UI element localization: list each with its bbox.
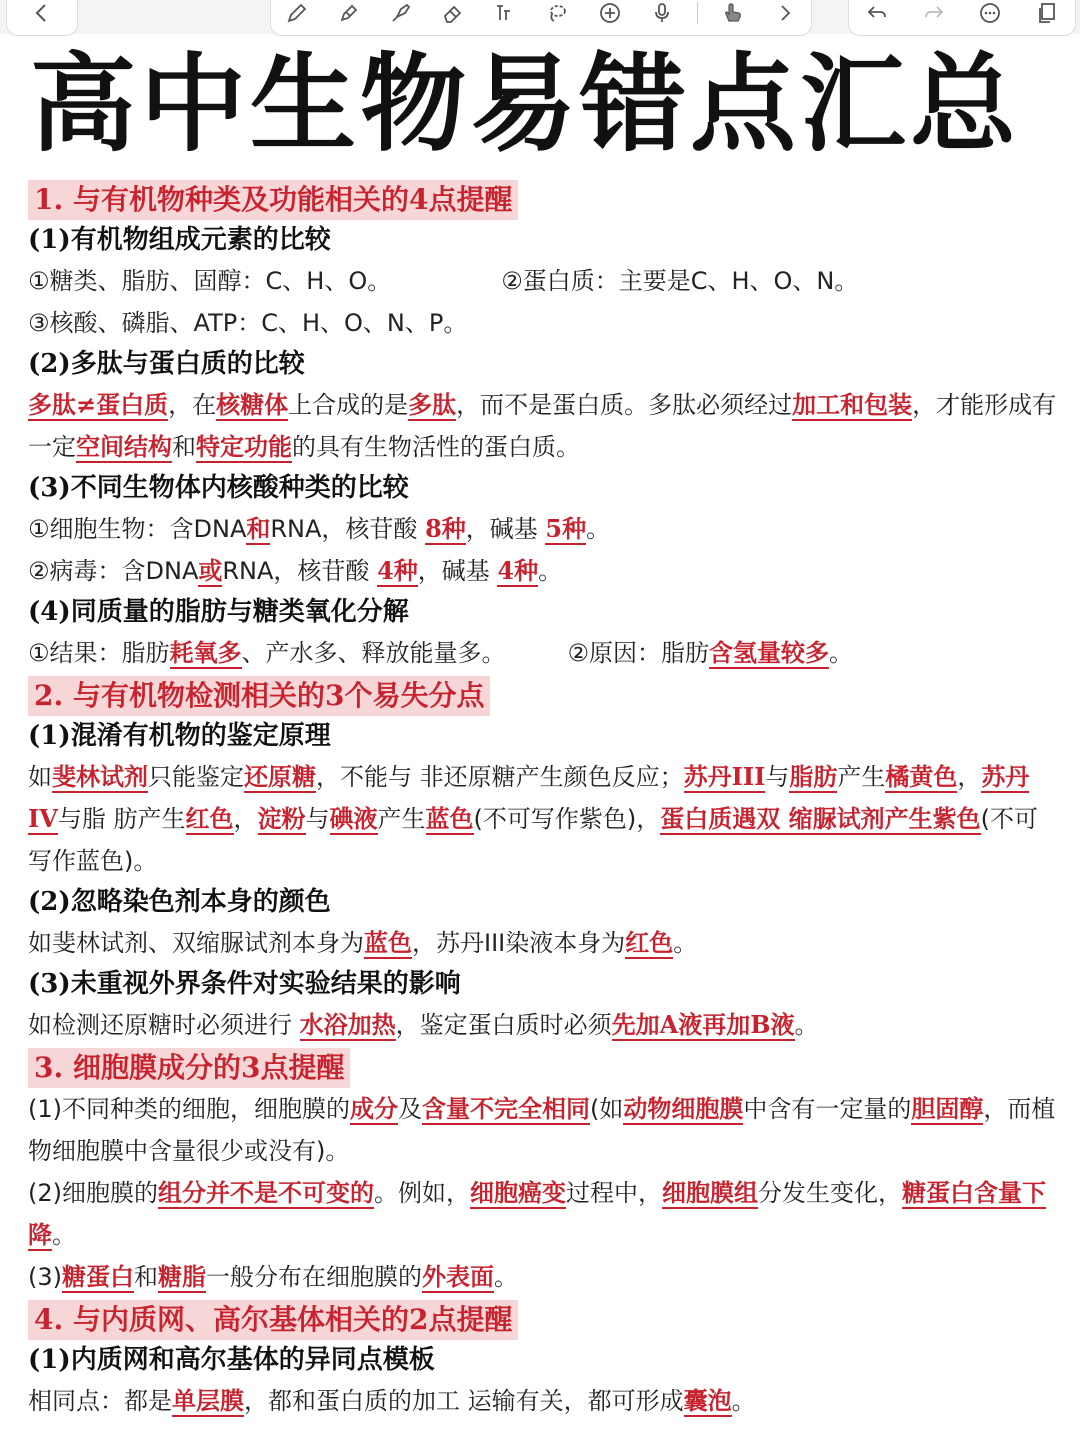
fat-oxidation-line <box>28 632 1058 674</box>
highlight-blue: 蓝色 <box>425 804 474 833</box>
hand-icon[interactable] <box>716 0 750 28</box>
text: 。 <box>538 557 563 585</box>
highlight-biuret: 蛋白质遇双 缩脲试剂产生紫色 <box>660 804 981 833</box>
highlight-sudan-3: 苏丹III <box>683 762 766 791</box>
text: 。 <box>794 1011 819 1039</box>
highlight-8-kinds: 8种 <box>425 514 466 543</box>
highlight-membrane-group: 细胞膜组 <box>662 1178 758 1207</box>
highlight-glycoprotein: 糖蛋白 <box>62 1262 134 1291</box>
mic-icon[interactable] <box>645 0 679 28</box>
text: 如斐林试剂、双缩脲试剂本身为 <box>28 929 364 957</box>
text: ②病毒：含DNA <box>28 557 199 585</box>
section-2-heading: 2. 与有机物检测相关的3个易失分点 <box>28 676 490 716</box>
highlight-peptide-neq: 多肽≠蛋白质 <box>28 390 169 419</box>
text: (如 <box>590 1095 624 1123</box>
highlight-fehling: 斐林试剂 <box>52 762 148 791</box>
elements-carbs: ①糖类、脂肪、固醇：C、H、O。 <box>28 267 392 295</box>
elements-line-2: ③核酸、磷脂、ATP：C、H、O、N、P。 <box>28 309 468 337</box>
section-1-sub-3-heading: (3)不同生物体内核酸种类的比较 <box>28 473 409 503</box>
text: RNA，核苷酸 <box>222 557 378 585</box>
highlight-water-bath: 水浴加热 <box>299 1010 396 1039</box>
highlight-reducing-sugar: 还原糖 <box>244 762 316 791</box>
highlight-mutable: 组分并不是不可变的 <box>158 1178 374 1207</box>
section-2-sub-3-heading: (3)未重视外界条件对实验结果的影响 <box>28 969 461 999</box>
undo-icon[interactable] <box>860 0 894 28</box>
highlight-processing: 加工和包装 <box>792 390 913 419</box>
highlight-orange: 橘黄色 <box>885 762 958 791</box>
add-icon[interactable] <box>593 0 627 28</box>
nucleic-cell-line <box>28 508 1058 550</box>
back-pill <box>6 0 78 36</box>
section-1-sub-2-heading: (2)多肽与蛋白质的比较 <box>28 349 305 379</box>
text: 一般分布在细胞膜的 <box>206 1263 422 1291</box>
redo-icon[interactable] <box>917 0 951 28</box>
notes-content <box>28 180 1058 1422</box>
text: 与脂 肪产生 <box>57 805 186 833</box>
section-1-heading: 1. 与有机物种类及功能相关的4点提醒 <box>28 180 518 220</box>
text: ，鉴定蛋白质时必须 <box>395 1011 612 1039</box>
text: ，碱基 <box>465 515 546 543</box>
elements-line-1 <box>28 260 1058 302</box>
text: ①细胞生物：含DNA <box>28 515 247 543</box>
text: 。 <box>673 929 698 957</box>
marker-icon[interactable] <box>332 0 366 28</box>
elements-protein: ②蛋白质：主要是C、H、O、N。 <box>501 267 859 295</box>
text: ，而植物细胞膜中含量很少或没有)。 <box>28 1095 1056 1165</box>
text: ，才能形成有一定 <box>28 391 1057 461</box>
text: ，都和蛋白质的加工 运输有关，都可形成 <box>244 1387 684 1415</box>
pen-icon[interactable] <box>280 0 314 28</box>
page-title: 高中生物易错点汇总 <box>30 43 1020 166</box>
chevron-right-icon[interactable] <box>768 0 802 28</box>
membrane-paragraph-2 <box>28 1172 1058 1256</box>
highlight-a-then-b: 先加A液再加B液 <box>611 1010 795 1039</box>
highlight-4-kinds-base: 4种 <box>497 556 539 585</box>
text: (2)细胞膜的 <box>28 1179 158 1207</box>
identification-paragraph <box>28 756 1058 882</box>
highlight-cancer: 细胞癌变 <box>470 1178 566 1207</box>
highlight-glycolipid: 糖脂 <box>158 1262 206 1291</box>
text: ①结果：脂肪 <box>28 639 170 667</box>
text: 。 <box>52 1221 76 1249</box>
more-icon[interactable] <box>973 0 1007 28</box>
highlight-4-kinds: 4种 <box>377 556 418 585</box>
lasso-icon[interactable] <box>540 0 574 28</box>
text: 。例如， <box>374 1179 470 1207</box>
section-4-heading: 4. 与内质网、高尔基体相关的2点提醒 <box>28 1300 518 1340</box>
text: 分发生变化， <box>758 1179 902 1207</box>
text: 。 <box>731 1387 756 1415</box>
highlight-and: 和 <box>246 514 271 543</box>
text: 过程中， <box>566 1179 662 1207</box>
text: ，在 <box>168 391 217 419</box>
eraser-icon[interactable] <box>436 0 470 28</box>
section-1-sub-4-heading: (4)同质量的脂肪与糖类氧化分解 <box>28 597 409 627</box>
tool-palette <box>270 0 812 36</box>
toolbar-divider <box>697 2 698 24</box>
highlight-or: 或 <box>198 556 223 585</box>
conditions-line <box>28 1004 1058 1046</box>
highlight-5-kinds: 5种 <box>545 514 587 543</box>
text: 、产水多、释放能量多。 <box>241 639 506 667</box>
text: 与 <box>765 763 790 791</box>
section-2-sub-1-heading: (1)混淆有机物的鉴定原理 <box>28 721 331 751</box>
peptide-paragraph <box>28 384 1058 468</box>
membrane-paragraph-1 <box>28 1088 1058 1172</box>
text-icon[interactable] <box>488 0 522 28</box>
text: 相同点：都是 <box>28 1387 172 1415</box>
pages-icon[interactable] <box>1030 0 1064 28</box>
highlight-oxygen: 耗氧多 <box>169 638 242 667</box>
highlight-reagent-blue: 蓝色 <box>364 928 412 957</box>
text: 产生 <box>377 805 426 833</box>
text: ，而不是蛋白质。多肽必须经过 <box>456 391 793 419</box>
text: 及 <box>398 1095 422 1123</box>
highlight-starch: 淀粉 <box>257 804 306 833</box>
text: 中含有一定量的 <box>743 1095 912 1123</box>
highlight-cholesterol: 胆固醇 <box>911 1094 984 1123</box>
text: 。 <box>494 1263 518 1291</box>
section-1-sub-1-heading: (1)有机物组成元素的比较 <box>28 225 331 255</box>
text: 上合成的是 <box>288 391 409 419</box>
highlight-specific-function: 特定功能 <box>196 432 292 461</box>
highlight-ribosome: 核糖体 <box>216 390 289 419</box>
highlight-sudan-4: 苏丹IV <box>28 762 1030 833</box>
text: ， <box>233 805 258 833</box>
highlight-content-differs: 含量不完全相同 <box>422 1094 590 1123</box>
highlight-red: 红色 <box>185 804 234 833</box>
text: ， <box>957 763 982 791</box>
highlight-single-membrane: 单层膜 <box>172 1386 244 1415</box>
text: ，不能与 非还原糖产生颜色反应； <box>316 763 684 791</box>
text: ，苏丹III染液本身为 <box>412 929 626 957</box>
section-4-sub-1-heading: (1)内质网和高尔基体的异同点模板 <box>28 1345 435 1375</box>
er-golgi-line <box>28 1380 1058 1422</box>
highlight-peptide: 多肽 <box>408 390 457 419</box>
highlight-animal-membrane: 动物细胞膜 <box>623 1094 744 1123</box>
highlight-glycoprotein-drop: 糖蛋白含量下降 <box>28 1178 1046 1249</box>
highlight-fat: 脂肪 <box>789 762 838 791</box>
highlight-iodine: 碘液 <box>329 804 378 833</box>
toolbar <box>0 0 1080 34</box>
text: 。 <box>829 639 854 667</box>
highlighter-icon[interactable] <box>384 0 418 28</box>
text: (3) <box>28 1263 62 1291</box>
highlight-spatial-structure: 空间结构 <box>76 432 172 461</box>
actions-pill <box>848 0 1076 36</box>
membrane-paragraph-3 <box>28 1256 1058 1298</box>
section-3-heading: 3. 细胞膜成分的3点提醒 <box>28 1048 350 1088</box>
text: ，碱基 <box>417 557 498 585</box>
chevron-left-icon[interactable] <box>25 0 59 28</box>
text: 只能鉴定 <box>148 763 244 791</box>
highlight-hydrogen: 含氢量较多 <box>709 638 830 667</box>
reagent-color-line <box>28 922 1058 964</box>
text: 产生 <box>837 763 886 791</box>
section-2-sub-2-heading: (2)忽略染色剂本身的颜色 <box>28 887 331 917</box>
text: 的具有生物活性的蛋白质。 <box>292 433 580 461</box>
text: (1)不同种类的细胞，细胞膜的 <box>28 1095 350 1123</box>
text: (不可写作紫色)， <box>473 805 661 833</box>
highlight-vesicle: 囊泡 <box>683 1386 732 1415</box>
highlight-reagent-red: 红色 <box>625 928 674 957</box>
text: 如检测还原糖时必须进行 <box>28 1011 300 1039</box>
text: ②原因：脂肪 <box>567 639 710 667</box>
text: 和 <box>172 433 196 461</box>
text: RNA，核苷酸 <box>270 515 426 543</box>
nucleic-virus-line <box>28 550 1058 592</box>
text: 如 <box>28 763 52 791</box>
text: 与 <box>305 805 330 833</box>
text: 。 <box>586 515 611 543</box>
text: (不可写作蓝色)。 <box>28 805 1038 875</box>
text: 和 <box>134 1263 158 1291</box>
highlight-component: 成分 <box>350 1094 398 1123</box>
highlight-outer-surface: 外表面 <box>422 1262 494 1291</box>
